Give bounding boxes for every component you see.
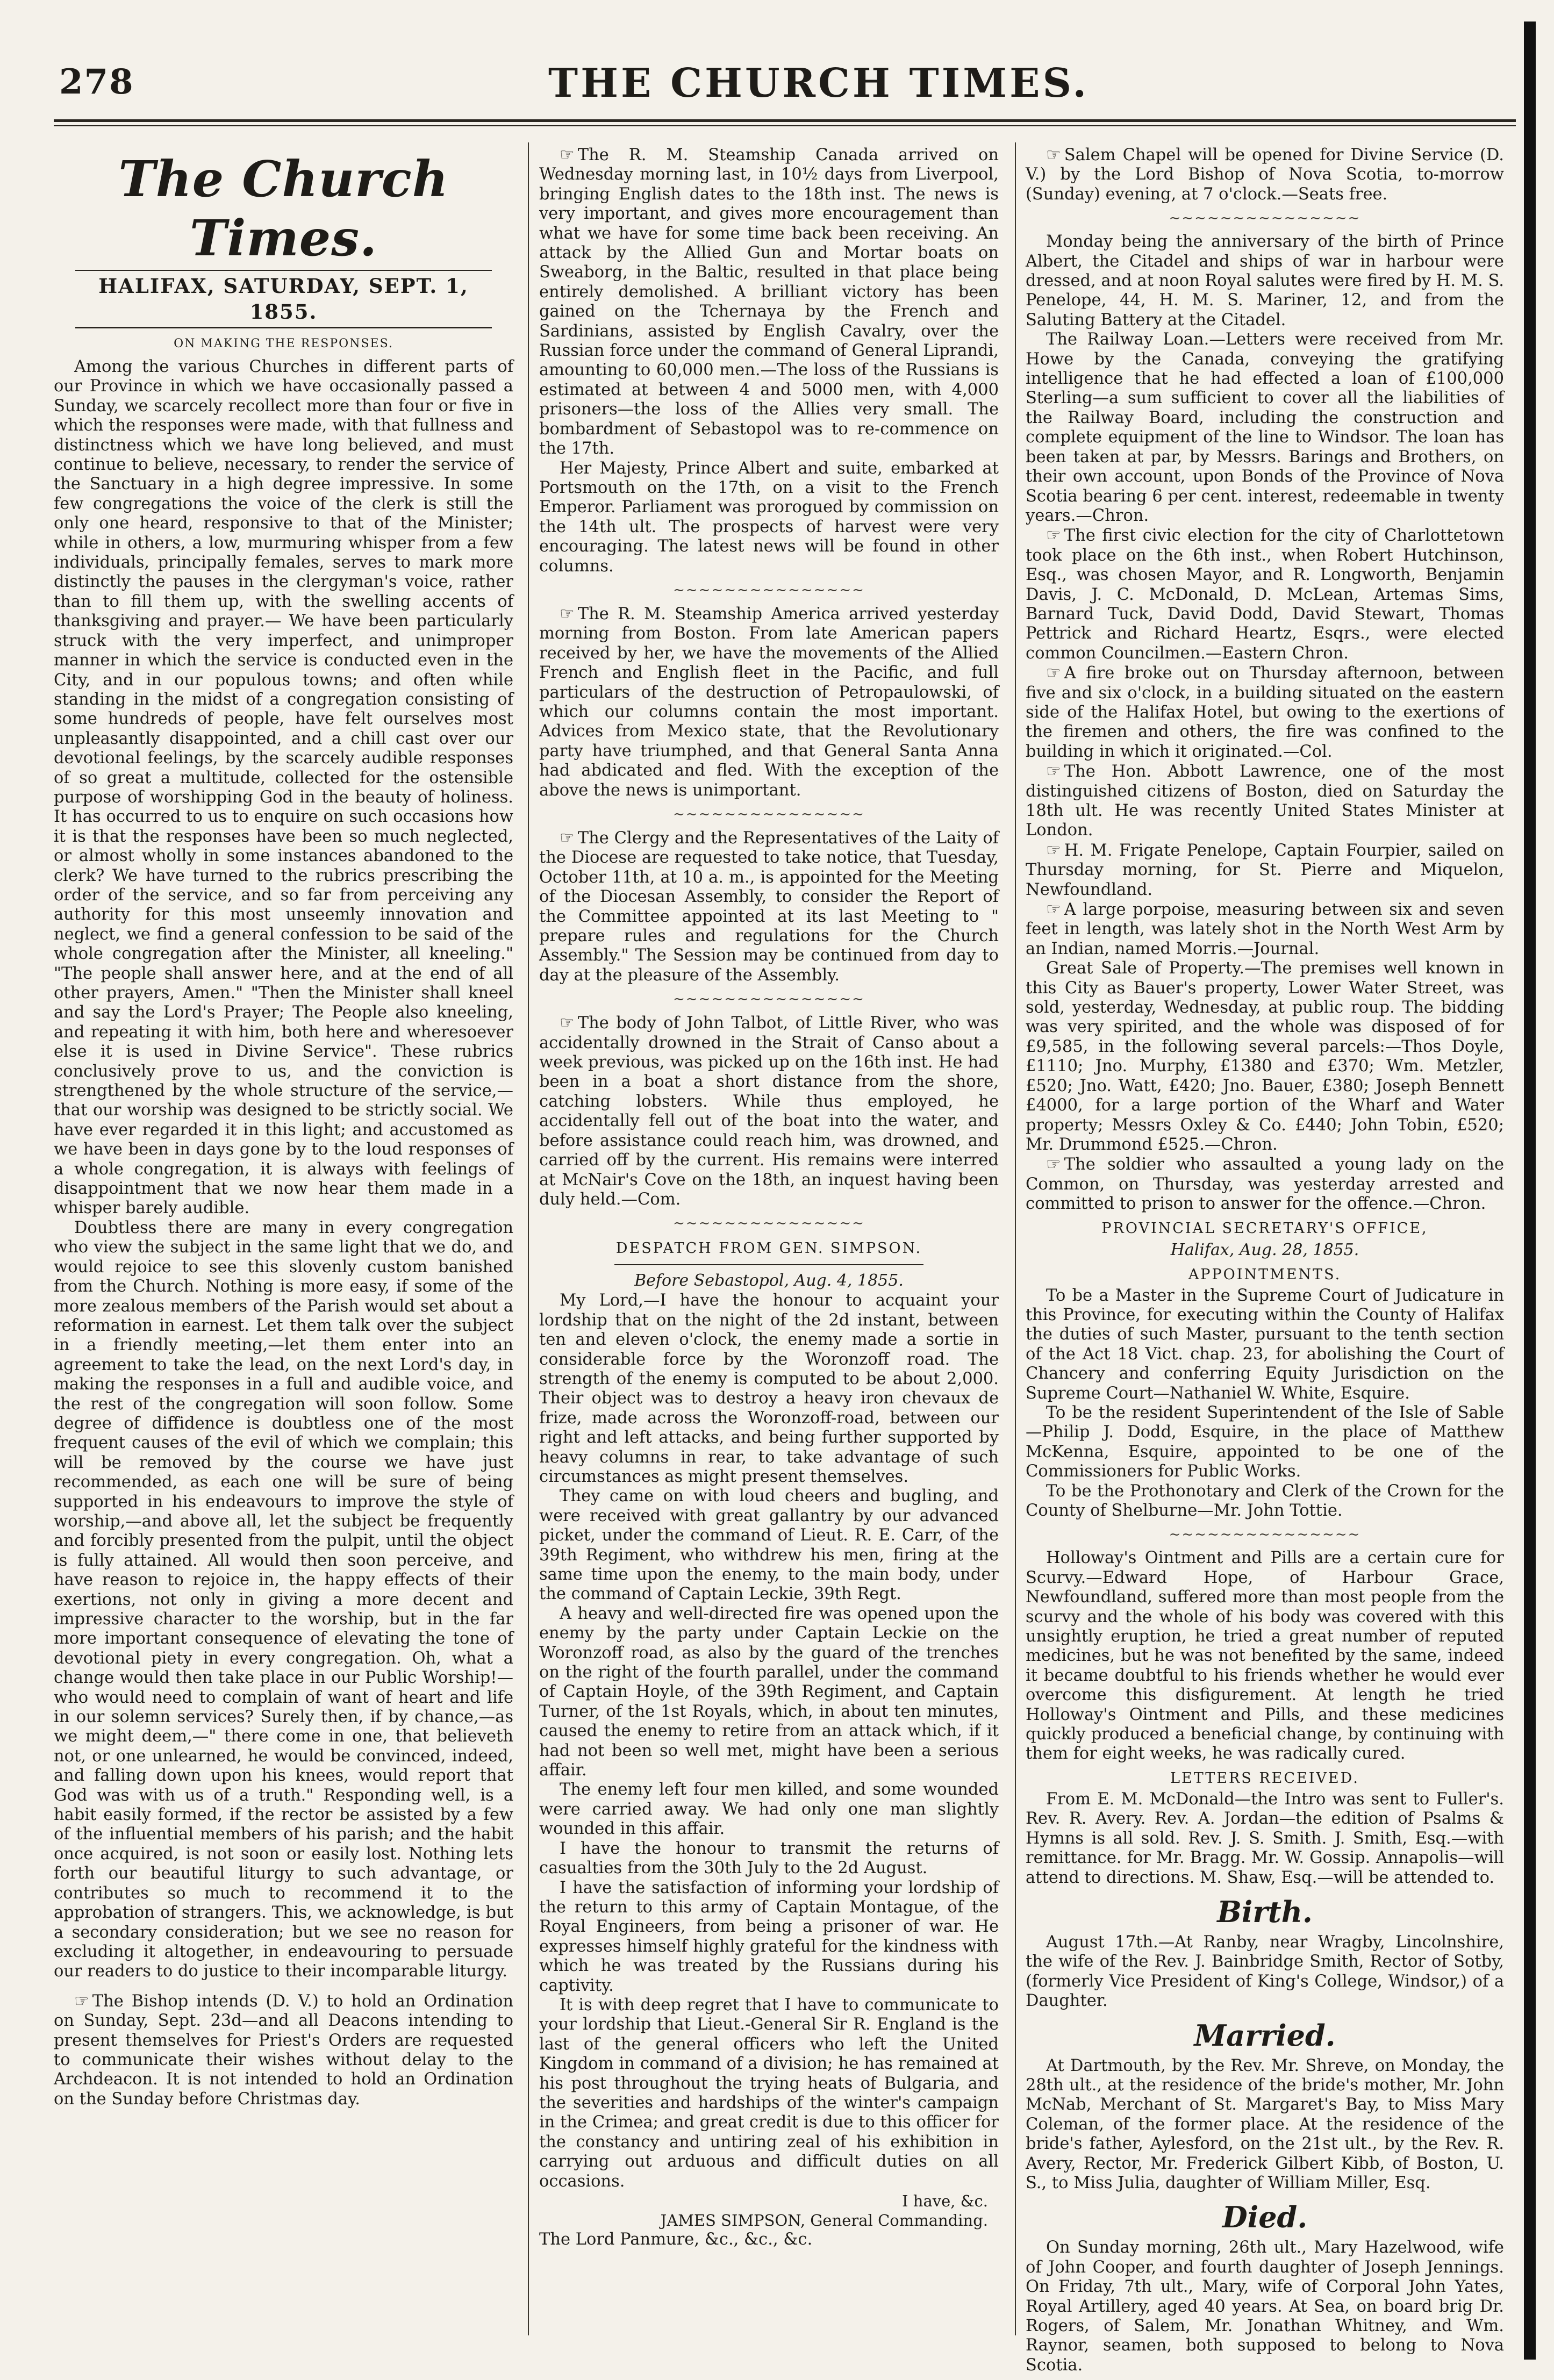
masthead-rule (54, 119, 1516, 122)
separator: ~~~~~~~~~~~~~~~ (1169, 210, 1361, 227)
notice-text: The R. M. Steamship America arrived yesterday morning from Boston. From late American papers received by her, we have the movements of the Allied French and English fleet in the Pacific, and full particulars of the destruction of Petropaulowski, of which our columns contain the most important. Advices from Mexico state, that the Revolutionary party have triumphed, and that General Santa Anna had abdicated and fled. With the exception of the above the news is unimportant. (539, 604, 999, 800)
column-1 (54, 145, 513, 2338)
notice-text: The Clergy and the Representatives of the Laity of the Diocese are requested to take notice, that Tuesday, October 11th, at 10 a. m., is appointed for the Meeting of the Diocesan Assembly, to consider the Report of the Committee appointed at its last Meeting to " prepare rules and regulations for the Church Assembly." The Session may be continued from day to day at the pleasure of the Assembly. (539, 829, 999, 985)
pointing-hand-icon: ☞ (1046, 145, 1061, 164)
despatch-paragraph: The enemy left four men killed, and some wounded were carried away. We had only one man slightly wounded in this affair. (539, 1780, 999, 1839)
despatch-paragraph: A heavy and well-directed fire was opened upon the enemy by the party under Captain Leckie on the Woronzoff road, as also by the guard of the trenches on the right of the fourth parallel, under the command of Captain Hoyle, of the 39th Regiment, and Captain Turner, of the 1st Royals, which, in about ten minutes, caused the enemy to retire from an attack which, if it had not been so well met, might have been a serious affair. (539, 1604, 999, 1780)
scan-edge-bar (1524, 21, 1536, 2360)
pointing-hand-icon: ☞ (74, 1991, 89, 2011)
notice-fire (1026, 663, 1504, 762)
notice-lawrence (1026, 762, 1504, 841)
notice-sale: Great Sale of Property.—The premises well known in this City as Bauer's property, Lower Water Street, was sold, yesterday, Wednesday, at public roup. The bidding was very spirited, and the whole was disposed of for £9,585, in the following several parcels:—Thos Doyle, £1110; Jno. Murphy, £1380 and £370; Wm. Metzler, £520; Jno. Watt, £420; Jno. Bauer, £380; Joseph Bennett £4000, for a large portion of the Wharf and Water property; Messrs Oxley & Co. £440; John Tobin, £520; Mr. Drummond £525.—Chron. (1026, 959, 1504, 1154)
pointing-hand-icon: ☞ (1046, 762, 1061, 782)
notice-clergy (539, 828, 999, 985)
notice-text: A fire broke out on Thursday afternoon, between five and six o'clock, in a building situated on the eastern side of the Halifax Hotel, but owing to the exertions of the firemen and others, the fire was confined to the building in which it originated.—Col. (1026, 664, 1504, 761)
article-paragraph: Doubtless there are many in every congregation who view the subject in the same light that we do, and would rejoice to see this slovenly custom banished from the Church. Nothing is more easy, if some of the more zealous members of the Parish would set about a reformation in earnest. Let them talk over the subject in a friendly meeting,—let them enter into an agreement to take the lead, on the next Lord's day, in making the responses in a full and audible voice, and the rest of the congregation will soon follow. Some degree of diffidence is doubtless one of the most frequent causes of the evil of which we complain; this will be removed by the course we have just recommended, as each one will be sure of being supported in his endeavours to improve the style of worship,—and above all, let the subject be frequently and forcibly presented from the pulpit, until the object is fully attained. All would then soon perceive, and have reason to rejoice in, the happy effects of their exertions, not only in giving a more decent and impressive character to the worship, but in the far more important consequence of elevating the tone of devotional piety in every congregation. Oh, what a change would then take place in our Public Worship!—who would need to complain of want of heart and life in our solemn services? Surely then, if by chance,—as we might deem,—" there come in one, that believeth not, or one unlearned, he would be convinced, indeed, and falling down upon his knees, would report that God was with us of a truth." Responding well, is a habit easily formed, if the rector be assisted by a few of the influential members of his parish; and the habit once acquired, is not soon or easily lost. Nothing lets forth our beautiful liturgy to such advantage, or contributes so much to recommend it to the approbation of strangers. This, we acknowledge, is but a secondary consideration; but we see no reason for excluding it altogether, in endeavouring to persuade our readers to do justice to their incomparable liturgy. (54, 1218, 513, 1981)
office-dateline: Halifax, Aug. 28, 1855. (1170, 1240, 1359, 1259)
pointing-hand-icon: ☞ (560, 145, 575, 164)
notice-queen: Her Majesty, Prince Albert and suite, embarked at Portsmouth on the 17th, on a visit to the French Emperor. Parliament was prorogued by commission on the 14th ult. The prospects of harvest were very encouraging. The latest news will be found in other columns. (539, 458, 999, 576)
despatch-paragraph: I have the honour to transmit the returns of casualties from the 30th July to the 2d August. (539, 1839, 999, 1878)
notice-soldier (1026, 1155, 1504, 1214)
pointing-hand-icon: ☞ (560, 828, 575, 848)
notice-penelope (1026, 841, 1504, 900)
addressee: The Lord Panmure, &c., &c., &c. (539, 2230, 813, 2249)
notice-railway: The Railway Loan.—Letters were received from Mr. Howe by the Canada, conveying the gratifying intelligence that he had effected a loan of £100,000 Sterling—a sum sufficient to cover all the liabilities of the Railway Board, including the construction and complete equipment of the line to Windsor. The loan has been taken at par, by Messrs. Barings and Brothers, on their own account, upon Bonds of the Province of Nova Scotia bearing 6 per cent. interest, redeemable in twenty years.—Chron. (1026, 330, 1504, 525)
column-3 (1026, 145, 1504, 2375)
separator: ~~~~~~~~~~~~~~~ (1169, 1526, 1361, 1543)
dateline: HALIFAX, SATURDAY, SEPT. 1, 1855. (75, 270, 492, 328)
notice-bishop (54, 1991, 513, 2109)
died-text: On Sunday morning, 26th ult., Mary Hazelwood, wife of John Cooper, and fourth daughter of Joseph Jennings. On Friday, 7th ult., Mary, wife of Corporal John Yates, Royal Artillery, aged 40 years. At Sea, on board brig Dr. Rogers, of Salem, Mr. Jonathan Whitney, and Wm. Raynor, seamen, both supposed to belong to Nova Scotia. (1026, 2238, 1504, 2375)
pointing-hand-icon: ☞ (560, 1013, 575, 1033)
despatch-paragraph: They came on with loud cheers and bugling, and were received with great gallantry by our advanced picket, under the command of Lieut. R. E. Carr, of the 39th Regiment, who withdrew his men, firing at the same time upon the enemy, to the main body, under the command of Captain Leckie, 39th Regt. (539, 1487, 999, 1604)
notice-text: The first civic election for the city of Charlottetown took place on the 6th inst., when Robert Hutchinson, Esq., was chosen Mayor, and R. Longworth, Benjamin Davis, J. C. McDonald, D. McLean, Artemas Sims, Barnard Tuck, David Dodd, David Stewart, Thomas Pettrick and Richard Heartz, Esqrs., were elected common Councilmen.—Eastern Chron. (1026, 526, 1504, 663)
married-heading: Married. (1194, 2018, 1336, 2053)
pointing-hand-icon: ☞ (560, 604, 575, 623)
article-heading: ON MAKING THE RESPONSES. (174, 337, 393, 350)
column-2 (539, 145, 999, 2338)
sign-off: I have, &c. (902, 2192, 988, 2210)
letters-heading: LETTERS RECEIVED. (1170, 1769, 1359, 1787)
pointing-hand-icon: ☞ (1046, 840, 1061, 860)
separator: ~~~~~~~~~~~~~~~ (673, 991, 865, 1008)
birth-text: August 17th.—At Ranby, near Wragby, Lincolnshire, the wife of the Rev. J. Bainbridge Smith, Rector of Sotby, (formerly Vice President of King's College, Windsor,) of a Daughter. (1026, 1932, 1504, 2011)
column-rule (1015, 142, 1016, 2335)
despatch-heading: DESPATCH FROM GEN. SIMPSON. (615, 1240, 922, 1257)
birth-heading: Birth. (1217, 1894, 1313, 1929)
masthead-title: THE CHURCH TIMES. (548, 60, 1090, 106)
notice-text: The Bishop intends (D. V.) to hold an Ordination on Sunday, Sept. 23d—and all Deacons intending to present themselves for Priest's Orders are requested to communicate their wishes without delay to the Archdeacon. It is not intended to hold an Ordination on the Sunday before Christmas day. (54, 1991, 513, 2109)
despatch-dateline: Before Sebastopol, Aug. 4, 1855. (634, 1271, 904, 1291)
paper-title: The Church Times. (118, 150, 449, 267)
despatch-paragraph: I have the satisfaction of informing your lordship of the return to this army of Captain Montague, of the Royal Engineers, from being a prisoner of war. He expresses himself highly grateful for the kindness with which he was treated by the Russians during his captivity. (539, 1878, 999, 1995)
appointment-text: To be the Prothonotary and Clerk of the Crown for the County of Shelburne—Mr. John Tottie. (1026, 1481, 1504, 1520)
notice-porpoise (1026, 900, 1504, 959)
notice-text: The body of John Talbot, of Little River, who was accidentally drowned in the Strait of Canso about a week previous, was picked up on the 16th inst. He had been in a boat a short distance from the shore, catching lobsters. While thus employed, he accidentally fell out of the boat into the water, and before assistance could reach him, was drowned, and carried off by the current. His remains were interred at McNair's Cove on the 18th, an inquest having been duly held.—Com. (539, 1014, 999, 1209)
separator: ~~~~~~~~~~~~~~~ (673, 806, 865, 822)
notice-text: H. M. Frigate Penelope, Captain Fourpier, sailed on Thursday morning, for St. Pierre and Miquelon, Newfoundland. (1026, 841, 1504, 899)
notice-monday: Monday being the anniversary of the birth of Prince Albert, the Citadel and ships of war in harbour were dressed, and at noon Royal salutes were fired by H. M. S. Penelope, 44, H. M. S. Mariner, 12, and from the Saluting Battery at the Citadel. (1026, 232, 1504, 329)
office-heading: PROVINCIAL SECRETARY'S OFFICE, (1101, 1220, 1428, 1237)
notice-election (1026, 526, 1504, 663)
separator: ~~~~~~~~~~~~~~~ (673, 582, 865, 598)
appointments-heading: APPOINTMENTS. (1188, 1266, 1342, 1283)
notice-text: Salem Chapel will be opened for Divine Service (D. V.) by the Lord Bishop of Nova Scotia, to-morrow (Sunday) evening, at 7 o'clock.—Seats free. (1026, 146, 1504, 204)
letters-text: From E. M. McDonald—the Intro was sent to Fuller's. Rev. R. Avery. Rev. A. Jordan—the edition of Psalms & Hymns is all sold. Rev. J. S. Smith. J. Smith, Esq.—with remittance. for Mr. Bragg. Mr. W. Gossip. Annapolis—will attend to directions. M. Shaw, Esq.—will be attended to. (1026, 1789, 1504, 1887)
died-heading: Died. (1222, 2200, 1308, 2235)
notice-salem (1026, 145, 1504, 204)
appointment-text: To be a Master in the Supreme Court of Judicature in this Province, for executing within the County of Halifax the duties of such Master, pursuant to the tenth section of the Act 18 Vict. chap. 23, for abolishing the Court of Chancery and conferring Equity Jurisdiction on the Supreme Court—Nathaniel W. White, Esquire. (1026, 1286, 1504, 1403)
notice-text: The Hon. Abbott Lawrence, one of the most distinguished citizens of Boston, died on Saturday the 18th ult. He was recently United States Minister at London. (1026, 762, 1504, 840)
article-paragraph: Among the various Churches in different parts of our Province in which we have occasionally passed a Sunday, we scarcely recollect more than four or five in which the responses were made, with that fullness and distinctness which we have long believed, and must continue to believe, necessary, to render the service of the Sanctuary in a high degree impressive. In some few congregations the voice of the clerk is still the only one heard, responsive to that of the Minister; while in others, a low, murmuring whisper from a few individuals, principally females, serves to mark more distinctly the pauses in the clergyman's voice, rather than to fill them up, with the swelling accents of thanksgiving and prayer.— We have been particularly struck with the very imperfect, and unimproper manner in which the service is conducted even in the City, and in our populous towns; and often while standing in the midst of a congregation consisting of some hundreds of people, have felt ourselves most unpleasantly disappointed, and a chill cast over our devotional feelings, by the scarcely audible responses of so great a multitude, collected for the ostensible purpose of worshipping God in the beauty of holiness. It has occurred to us to enquire on such occasions how it is that the responses have been so much neglected, or almost wholly in some instances abandoned to the clerk? We have turned to the rubrics prescribing the order of the service, and so far from perceiving any authority for this most unseemly innovation and neglect, we find a general confession to be said of the whole congregation after the Minister, all kneeling." "The people shall answer here, and at the end of all other prayers, Amen." "Then the Minister shall kneel and say the Lord's Prayer; The People also kneeling, and repeating it with him, both here and wheresoever else it is used in Divine Service". These rubrics conclusively prove to us, and the conviction is strengthened by the whole structure of the service,—that our worship was designed to be strictly social. We have ever regarded it in this light; and accustomed as we have been in days gone by to the loud responses of a whole congregation, it is always with feelings of disappointment that we now hear them made in a whisper barely audible. (54, 357, 513, 1218)
masthead-rule-thin (54, 125, 1516, 126)
pointing-hand-icon: ☞ (1046, 526, 1061, 546)
page-number: 278 (59, 62, 134, 102)
notice-text: The R. M. Steamship Canada arrived on Wednesday morning last, in 10½ days from Liverpool, bringing English dates to the 18th inst. The news is very important, and gives more encouragement than what we have for some time back been receiving. An attack by the Allied Gun and Mortar boats on Sweaborg, in the Baltic, resulted in that place being entirely demolished. A brilliant victory has been gained on the Tchernaya by the French and Sardinians, assisted by English Cavalry, over the Russian force under the command of General Liprandi, amounting to 60,000 men.—The loss of the Russians is estimated at between 4 and 5000 men, with 4,000 prisoners—the loss of the Allies very small. The bombardment of Sebastopol was to re-commence on the 17th. (539, 146, 999, 458)
separator: ~~~~~~~~~~~~~~~ (673, 1215, 865, 1232)
notice-text: A large porpoise, measuring between six and seven feet in length, was lately shot in the North West Arm by an Indian, named Morris.—Journal. (1026, 900, 1504, 958)
notice-text: The soldier who assaulted a young lady on the Common, on Thursday, was yesterday arrested and committed to prison to answer for the offence.—Chron. (1026, 1155, 1504, 1214)
notice-america (539, 604, 999, 800)
heading-rule (614, 1264, 923, 1265)
notice-talbot (539, 1013, 999, 1209)
pointing-hand-icon: ☞ (1046, 900, 1061, 920)
notice-holloway: Holloway's Ointment and Pills are a certain cure for Scurvy.—Edward Hope, of Harbour Grace, Newfoundland, suffered more than most people from the scurvy and the whole of his body was covered with this unsightly eruption, he tried a great number of reputed medicines, but he was not benefited by the same, indeed it became doubtful to his friends whether he would ever overcome this disfigurement. At length he tried Holloway's Ointment and Pills, and these medicines quickly produced a beneficial change, by continuing with them for eight weeks, he was radically cured. (1026, 1549, 1504, 1764)
appointment-text: To be the resident Superintendent of the Isle of Sable—Philip J. Dodd, Esquire, in the place of Matthew McKenna, Esquire, appointed to be one of the Commissioners for Public Works. (1026, 1403, 1504, 1481)
column-rule (528, 142, 529, 2335)
pointing-hand-icon: ☞ (1046, 1155, 1061, 1174)
notice-canada (539, 145, 999, 459)
married-text: At Dartmouth, by the Rev. Mr. Shreve, on Monday, the 28th ult., at the residence of the bride's mother, Mr. John McNab, Merchant of St. Margaret's Bay, to Miss Mary Coleman, of the former place. At the residence of the bride's father, Aylesford, on the 21st ult., by the Rev. R. Avery, Rector, Mr. Frederick Gilbert Kibb, of Boston, U. S., to Miss Julia, daughter of William Miller, Esq. (1026, 2056, 1504, 2192)
signature: JAMES SIMPSON, General Commanding. (660, 2211, 988, 2230)
despatch-paragraph: It is with deep regret that I have to communicate to your lordship that Lieut.-General Sir R. England is the last of the general officers who left the United Kingdom in command of a division; he has remained at his post throughout the trying heats of Bulgaria, and the severities and hardships of the winter's campaign in the Crimea; and great credit is due to this officer for the constancy and untiring zeal of his exhibition in carrying out arduous and difficult duties on all occasions. (539, 1995, 999, 2191)
pointing-hand-icon: ☞ (1046, 663, 1061, 683)
despatch-paragraph: My Lord,—I have the honour to acquaint your lordship that on the night of the 2d instant, between ten and eleven o'clock, the enemy made a sortie in considerable force by the Woronzoff road. The strength of the enemy is computed to be about 2,000. Their object was to destroy a heavy iron chevaux de frize, made across the Woronzoff-road, between our right and left attacks, and being further supported by heavy columns in rear, to take advantage of such circumstances as might present themselves. (539, 1291, 999, 1486)
